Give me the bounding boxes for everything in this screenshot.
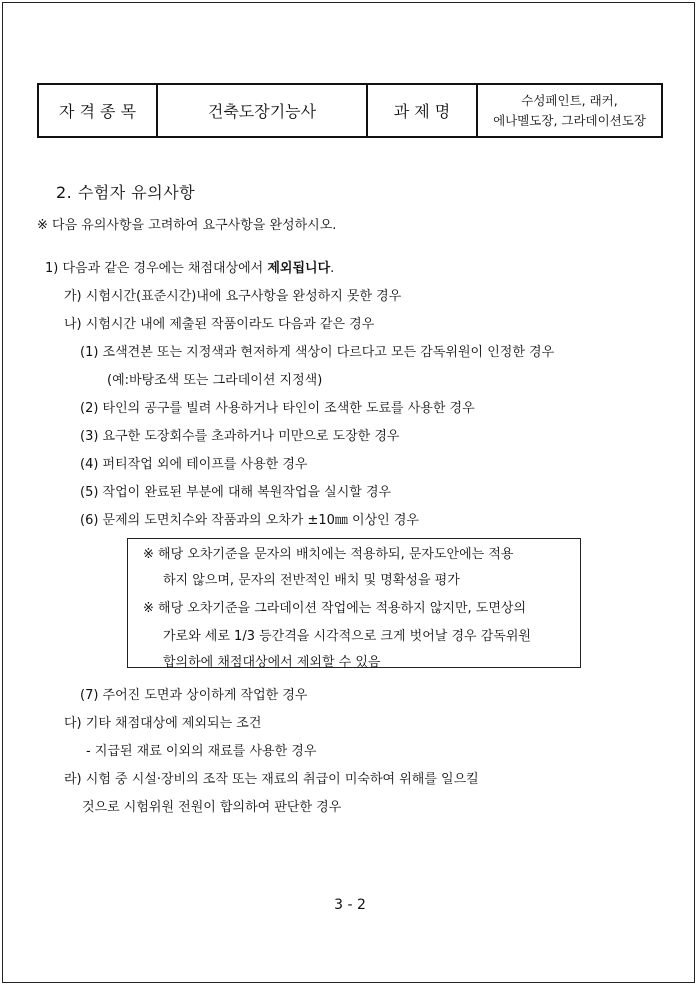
item-1-tail: . [330,261,335,276]
qualification-value: 건축도장기능사 [157,84,367,137]
qualification-label: 자 격 종 목 [38,84,157,137]
sub-item-3: (3) 요구한 도장회수를 초과하거나 미만으로 도장한 경우 [80,429,400,444]
sub-item-2: (2) 타인의 공구를 빌려 사용하거나 타인이 조색한 도료를 사용한 경우 [80,401,475,416]
box-note-1: ※ 해당 오차기준을 문자의 배치에는 적용하되, 문자도안에는 적용 [143,547,514,562]
notice-text: ※ 다음 유의사항을 고려하여 요구사항을 완성하시오. [37,218,337,233]
item-ra-cont: 것으로 시험위원 전원이 합의하여 판단한 경우 [82,800,342,815]
section-title: 2. 수험자 유의사항 [56,183,196,202]
sub-item-1: (1) 조색견본 또는 지정색과 현저하게 색상이 다르다고 모든 감독위원이 인정한 경우 [80,345,555,360]
page-number: 3 - 2 [334,897,366,913]
task-value-line2: 에나멜도장, 그라데이션도장 [493,112,646,128]
item-da-sub: - 지급된 재료 이외의 재료를 사용한 경우 [86,744,317,759]
item-ra: 라) 시험 중 시설·장비의 조작 또는 재료의 취급이 미숙하여 위해를 일으킬 [64,772,479,787]
item-1-lead: 1) 다음과 같은 경우에는 채점대상에서 [45,261,268,276]
box-note-2-cont2: 합의하에 채점대상에서 제외할 수 있음 [163,655,381,670]
item-da: 다) 기타 채점대상에 제외되는 조건 [64,716,262,731]
box-note-2: ※ 해당 오차기준을 그라데이션 작업에는 적용하지 않지만, 도면상의 [143,601,527,616]
qualification-header-table [37,83,663,138]
item-1-emphasis: 제외됩니다 [267,261,331,276]
item-1 [45,257,334,276]
sub-item-6: (6) 문제의 도면치수와 작품과의 오차가 ±10㎜ 이상인 경우 [80,513,419,528]
task-value-line1: 수성페인트, 래커, [521,92,618,108]
task-label: 과 제 명 [367,84,477,137]
sub-item-4: (4) 퍼티작업 외에 테이프를 사용한 경우 [80,457,308,472]
sub-item-5: (5) 작업이 완료된 부분에 대해 복원작업을 실시할 경우 [80,485,392,500]
box-note-2-cont1: 가로와 세로 1/3 등간격을 시각적으로 크게 벗어날 경우 감독위원 [163,629,531,644]
sub-item-1-cont: (예:바탕조색 또는 그라데이션 지정색) [107,373,323,388]
sub-item-7: (7) 주어진 도면과 상이하게 작업한 경우 [80,688,308,703]
box-note-1-cont: 하지 않으며, 문자의 전반적인 배치 및 명확성을 평가 [163,573,460,588]
item-ga: 가) 시험시간(표준시간)내에 요구사항을 완성하지 못한 경우 [64,289,402,304]
item-na: 나) 시험시간 내에 제출된 작품이라도 다음과 같은 경우 [64,317,375,332]
task-value [477,84,662,137]
